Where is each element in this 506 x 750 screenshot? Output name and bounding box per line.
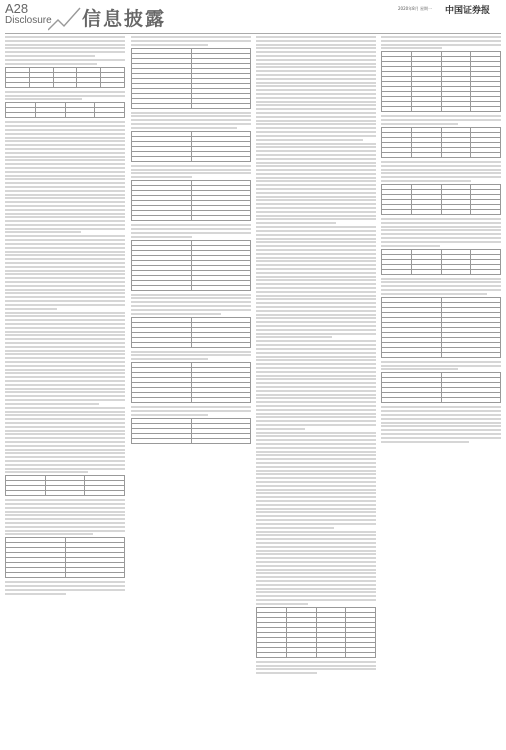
text-paragraph [256, 340, 376, 429]
data-table [5, 475, 125, 496]
text-paragraph [5, 407, 125, 474]
text-paragraph [381, 278, 501, 295]
text-paragraph [381, 361, 501, 371]
text-paragraph [5, 235, 125, 309]
issue-date: 2020年8月 星期一 [398, 6, 432, 11]
text-paragraph [131, 224, 251, 237]
data-table [381, 297, 501, 358]
data-table [381, 127, 501, 158]
data-table [256, 607, 376, 658]
data-table [381, 51, 501, 112]
column-2 [131, 36, 251, 744]
data-table [131, 240, 251, 291]
text-paragraph [256, 36, 376, 141]
text-paragraph [5, 581, 125, 594]
text-paragraph [131, 165, 251, 178]
text-paragraph [381, 218, 501, 247]
text-paragraph [256, 432, 376, 529]
data-table [381, 184, 501, 215]
text-paragraph [5, 91, 125, 101]
text-paragraph [256, 661, 376, 674]
text-paragraph [131, 36, 251, 46]
column-1 [5, 36, 125, 744]
text-paragraph [381, 406, 501, 442]
text-paragraph [131, 406, 251, 416]
page-number: A28 [5, 1, 29, 16]
text-paragraph [131, 294, 251, 315]
data-table [131, 362, 251, 403]
text-paragraph [5, 59, 125, 65]
header-rule [5, 33, 501, 34]
text-paragraph [5, 36, 125, 57]
data-table [5, 537, 125, 578]
text-paragraph [381, 115, 501, 125]
text-paragraph [381, 36, 501, 49]
data-table [131, 418, 251, 444]
newspaper-logo: 中国证券报 [445, 6, 491, 16]
text-paragraph [131, 112, 251, 129]
data-table [131, 180, 251, 221]
header-decoration-icon [48, 6, 82, 32]
text-paragraph [256, 226, 376, 338]
text-paragraph [131, 351, 251, 361]
data-table [131, 317, 251, 348]
text-paragraph [5, 121, 125, 233]
data-table [381, 249, 501, 275]
data-table [5, 102, 125, 118]
data-table [131, 48, 251, 109]
section-name-en: Disclosure [5, 15, 52, 26]
column-3 [256, 36, 376, 744]
text-paragraph [256, 143, 376, 225]
text-paragraph [381, 161, 501, 182]
text-paragraph [5, 499, 125, 535]
section-name-cn: 信息披露 [82, 8, 167, 30]
text-paragraph [5, 312, 125, 405]
data-table [5, 67, 125, 88]
text-paragraph [256, 531, 376, 605]
data-table [381, 372, 501, 403]
column-4 [381, 36, 501, 744]
data-table [131, 131, 251, 162]
